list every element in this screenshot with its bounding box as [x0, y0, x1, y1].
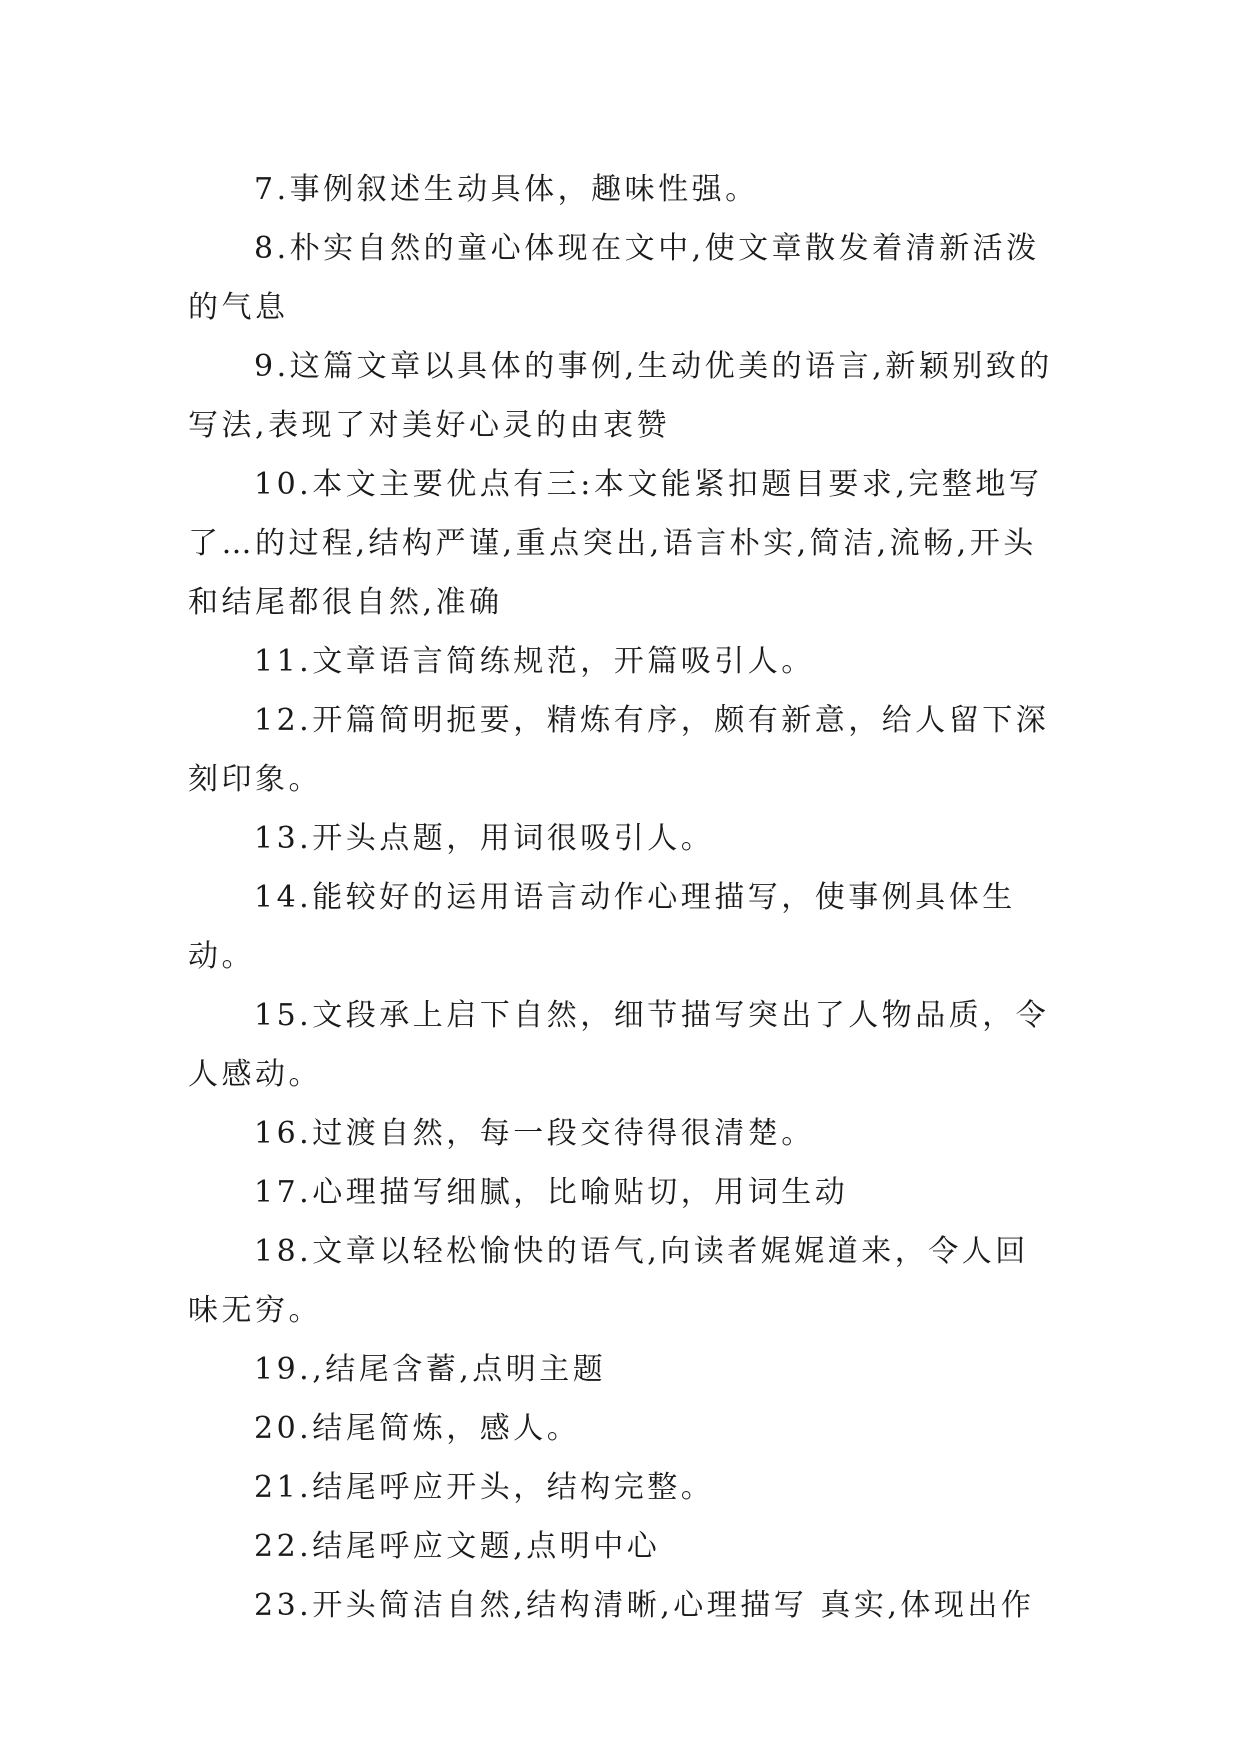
- paragraph-18: 18.文章以轻松愉快的语气,向读者娓娓道来，令人回味无穷。: [188, 1234, 1029, 1328]
- paragraph-21: 21.结尾呼应开头，结构完整。: [254, 1470, 715, 1505]
- paragraph-10: 10.本文主要优点有三:本文能紧扣题目要求,完整地写了…的过程,结构严谨,重点突出,语言朴实,简洁,流畅,开头和结尾都很自然,准确: [188, 467, 1043, 620]
- paragraph-8: 8.朴实自然的童心体现在文中,使文章散发着清新活泼的气息: [188, 231, 1040, 325]
- paragraph-16: 16.过渡自然，每一段交待得很清楚。: [254, 1116, 815, 1151]
- paragraph-14: 14.能较好的运用语言动作心理描写，使事例具体生动。: [188, 880, 1016, 974]
- paragraph-9: 9.这篇文章以具体的事例,生动优美的语言,新颖别致的写法,表现了对美好心灵的由衷赞: [188, 349, 1053, 443]
- paragraph-12: 12.开篇简明扼要，精炼有序，颇有新意，给人留下深刻印象。: [188, 703, 1050, 797]
- paragraph-7: 7.事例叙述生动具体，趣味性强。: [254, 172, 759, 207]
- paragraph-20: 20.结尾简炼，感人。: [254, 1411, 581, 1446]
- paragraph-23: 23.开头简洁自然,结构清晰,心理描写 真实,体现出作: [254, 1588, 1035, 1623]
- paragraph-15: 15.文段承上启下自然，细节描写突出了人物品质，令人感动。: [188, 998, 1050, 1092]
- paragraph-19: 19.,结尾含蓄,点明主题: [254, 1352, 607, 1387]
- paragraph-22: 22.结尾呼应文题,点明中心: [254, 1529, 661, 1564]
- paragraph-13: 13.开头点题，用词很吸引人。: [254, 821, 715, 856]
- document-body: [188, 160, 1054, 1635]
- paragraph-17: 17.心理描写细腻，比喻贴切，用词生动: [254, 1175, 849, 1210]
- paragraph-11: 11.文章语言简练规范，开篇吸引人。: [254, 644, 815, 679]
